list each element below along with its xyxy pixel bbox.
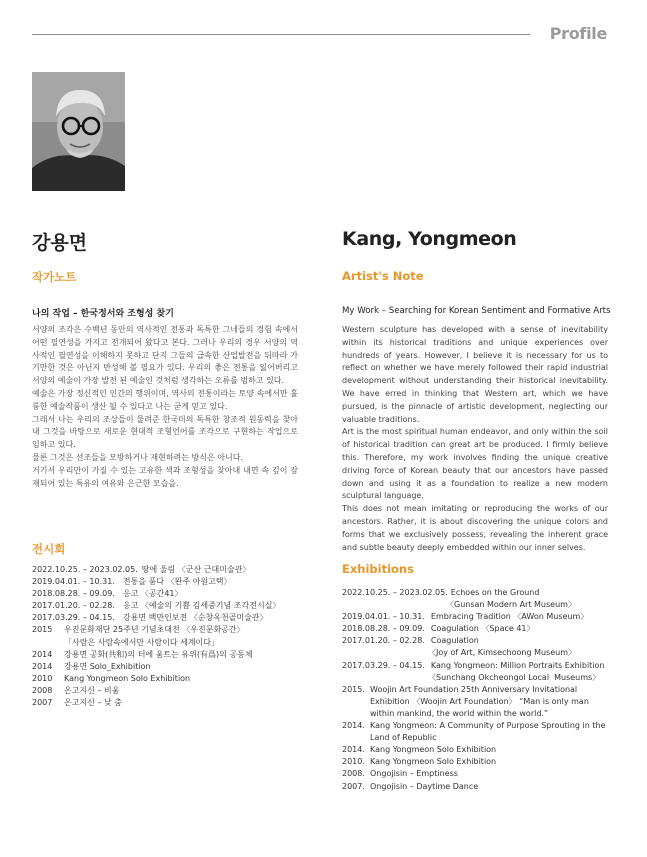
exhibition-date: 2018.08.28. – 09.09. (32, 589, 115, 599)
exhibition-date: 2022.10.25. – 2023.02.05. (342, 588, 448, 597)
exhibition-title: Echoes on the Ground (450, 588, 540, 597)
en-note-title: My Work – Searching for Korean Sentiment and Formative Arts (342, 306, 611, 316)
ko-note-paragraph: 예술은 가장 정신적인 인간의 행위이며, 역사의 전통이라는 토양 속에서만 훌륭한 예술작품이 생산 될 수 있다고 나는 굳게 믿고 있다. (32, 388, 298, 411)
ko-exhibitions-list (32, 564, 302, 709)
exhibition-title: Woojin Art Foundation 25th Anniversary Invitational Exhibition 〈Woojin Art Foundation〉 “Man is only man within mankind, the world within the world.” (370, 684, 592, 718)
en-note-paragraph: This does not mean imitating or reproducing the works of our ancestors. Rather, it is about discovering the unique colors and forms that we exclusively possess, revealing the inherent grace and subtle beauty deeply embedded within our inner selves. (342, 504, 608, 552)
en-exhibition-item (342, 756, 608, 768)
en-exhibition-item (342, 635, 608, 647)
exhibition-title-cont: 「사람은 사람속에서만 사람이다 세계이다」 (64, 637, 220, 647)
exhibition-title: Coagulation 〈Space 41〉 (430, 624, 535, 634)
en-exhibition-item (342, 768, 608, 780)
ko-exhibition-item (32, 673, 302, 685)
exhibition-date: 2019.04.01. – 10.31. (342, 612, 425, 622)
ko-note-paragraph: 그래서 나는 우리의 조상들이 물려준 한국미의 독특한 창조적 원동력을 찾아내 그것을 바탕으로 새로운 현대적 조형언어를 조각으로 구현하는 작업으로 임하고 있다. (32, 414, 298, 450)
ko-exhibition-item (32, 612, 302, 624)
exhibition-title: 강용면 Solo_Exhibition (64, 661, 151, 671)
ko-note-paragraph: 거기서 우리만이 가질 수 있는 고유한 색과 조형성을 찾아내 내면 속 깊이 잠재되어 있는 특유의 여유와 은근한 모습을. (32, 465, 298, 488)
exhibition-date: 2015. (342, 684, 365, 694)
en-exhibition-item (342, 744, 608, 756)
en-exhibition-item (342, 781, 608, 793)
en-note-paragraph: Western sculpture has developed with a sense of inevitability within its historical traditions and unique experiences over hundreds of years. However, I believe it is necessary for us to reflect on whether we have merely followed their rapid industrial development without understanding their historical inevitability. We have erred in thinking that Western art, which we have pursued, is the pinnacle of artistic development, neglecting our valuable traditions. (342, 325, 608, 424)
exhibition-title: Kang Yongmeon Solo Exhibition (64, 673, 191, 683)
exhibition-title: 땅에 울림 〈군산 근대미술관〉 (141, 565, 251, 574)
exhibition-date: 2017.01.20. – 02.28. (342, 636, 425, 646)
exhibition-date: 2018.08.28. – 09.09. (342, 624, 425, 634)
ko-note-paragraph: 서양의 조각은 수백년 동안의 역사적인 전통과 독특한 그네들의 경험 속에서 어떤 필연성을 가지고 전개되어 왔다고 본다. 그러나 우리의 경우 서양의 역사적인 필연성을 이해하지 못하고 단지 그들의 급속한 산업발전을 뒤따라 가기만한 것은 아닌지 반성해 볼 필요가 있다. 우리의 좋은 전통을 잃어버리고 서양의 예술이 가장 발전 된 예술인 것처럼 생각하는 오류를 범하고 있다. (32, 325, 298, 386)
exhibition-title-cont: 〈Sunchang Okcheongol Local Museums〉 (428, 672, 601, 682)
exhibition-date: 2010 (32, 673, 53, 683)
exhibition-date: 2017.03.29. – 04.15. (32, 613, 115, 623)
exhibition-title: 응고 〈예술의 기쁨 김세중기념 조각전시실〉 (122, 601, 281, 611)
exhibition-title-cont: 〈Gunsan Modern Art Museum〉 (446, 600, 576, 610)
exhibition-date: 2017.01.20. – 02.28. (32, 601, 115, 611)
artist-portrait (32, 72, 125, 191)
exhibition-date: 2014. (342, 745, 365, 755)
ko-exhibitions-heading: 전시회 (32, 542, 66, 556)
en-exhibition-item (342, 587, 608, 599)
exhibition-title-cont: 〈Joy of Art, Kimsechoong Museum〉 (428, 648, 576, 658)
exhibition-date: 2022.10.25. – 2023.02.05. (32, 565, 138, 574)
exhibition-date: 2007. (342, 781, 365, 791)
artist-name-english: Kang, Yongmeon (342, 228, 517, 250)
en-exhibition-item-cont (342, 672, 608, 684)
ko-exhibition-item (32, 600, 302, 612)
ko-exhibition-item (32, 685, 302, 697)
exhibition-date: 2015 (32, 625, 53, 635)
exhibition-title: 온고지신 – 비움 (64, 685, 120, 695)
exhibition-title: 온고지신 – 낮 춤 (64, 698, 122, 708)
exhibition-title: 전통을 품다 〈완주 아원고택〉 (122, 577, 232, 587)
exhibition-date: 2014. (342, 721, 365, 731)
exhibition-date: 2014 (32, 661, 53, 671)
en-note-body (342, 324, 608, 554)
exhibition-title: 강용면 공화(共和)의 터에 움트는 유위(有爲)의 공동체 (64, 649, 253, 659)
en-exhibition-item (342, 660, 608, 672)
ko-exhibition-item (32, 588, 302, 600)
exhibition-date: 2014 (32, 649, 53, 659)
exhibition-title: 응고 〈공간41〉 (122, 589, 183, 599)
exhibition-title: Ongojisin – Emptiness (370, 769, 458, 779)
ko-exhibition-item (32, 624, 302, 636)
page-title: Profile (549, 24, 607, 43)
exhibition-date: 2008 (32, 685, 53, 695)
exhibition-title: 우진문화재단 25주년 기념초대전 〈우진문화공간〉 (64, 625, 245, 635)
exhibition-title: Ongojisin – Daytime Dance (370, 781, 479, 791)
en-exhibitions-list (342, 587, 608, 793)
exhibition-date: 2017.03.29. – 04.15. (342, 660, 425, 670)
ko-note-paragraph: 물론 그것은 선조들을 모방하거나 재현하려는 방식은 아니다. (32, 452, 243, 462)
exhibition-title: Kang Yongmeon Solo Exhibition (370, 745, 497, 755)
ko-exhibition-item (32, 661, 302, 673)
ko-note-title: 나의 작업 – 한국정서와 조형성 찾기 (32, 309, 174, 319)
exhibition-date: 2007 (32, 698, 53, 708)
en-exhibition-item (342, 623, 608, 635)
ko-exhibition-item (32, 697, 302, 709)
en-exhibition-item-cont (342, 599, 608, 611)
en-exhibition-item (342, 720, 608, 744)
portrait-image (32, 72, 125, 191)
ko-note-heading: 작가노트 (32, 270, 77, 284)
en-note-heading: Artist's Note (342, 269, 424, 283)
exhibition-date: 2019.04.01. – 10.31. (32, 577, 115, 587)
en-exhibition-item (342, 611, 608, 623)
en-exhibition-item-cont (342, 647, 608, 659)
en-exhibition-item (342, 684, 608, 720)
header-rule (32, 34, 530, 35)
artist-name-korean: 강용면 (32, 232, 88, 254)
exhibition-date: 2008. (342, 769, 365, 779)
ko-exhibition-item-cont (32, 637, 302, 649)
exhibition-title: 강용면 백만인보전 〈순창옥천골미술관〉 (122, 613, 268, 623)
exhibition-title: Kang Yongmeon: Million Portraits Exhibition (430, 660, 605, 670)
en-note-paragraph: Art is the most spiritual human endeavor, and only within the soil of historical tradition can great art be produced. I firmly believe this. Therefore, my work involves finding the unique creative driving force of Korean beauty that our ancestors have passed down and using it as a foundation to realize a new modern sculptural language. (342, 427, 608, 501)
en-exhibitions-heading: Exhibitions (342, 562, 414, 576)
ko-exhibition-item (32, 564, 302, 576)
ko-exhibition-item (32, 649, 302, 661)
ko-note-body (32, 324, 298, 490)
exhibition-date: 2010. (342, 757, 365, 767)
exhibition-title: Coagulation (430, 636, 479, 646)
exhibition-title: Embracing Tradition 〈AWon Museum〉 (430, 612, 589, 622)
exhibition-title: Kang Yongmeon Solo Exhibition (370, 757, 497, 767)
exhibition-title: Kang Yongmeon: A Community of Purpose Sprouting in the Land of Republic (370, 721, 609, 743)
ko-exhibition-item (32, 576, 302, 588)
